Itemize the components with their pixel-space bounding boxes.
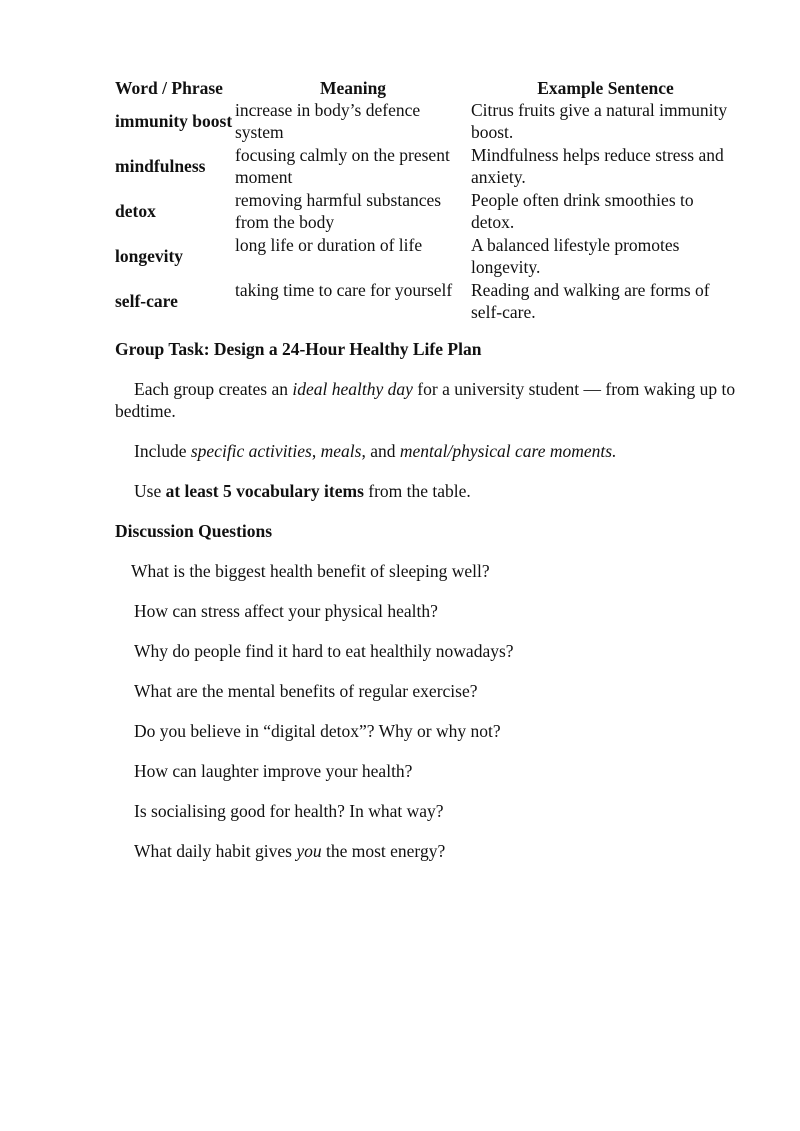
text-run: Each group creates an (134, 379, 293, 399)
bold-text: at least 5 vocabulary items (165, 481, 364, 501)
vocab-meaning: increase in body’s defence system (235, 100, 421, 142)
italic-text: mental/physical care moments. (399, 441, 617, 461)
vocab-example: Mindfulness helps reduce stress and anxiety. (471, 145, 724, 187)
italic-text: specific activities (190, 441, 312, 461)
text-run: , and (361, 441, 400, 461)
table-row (115, 234, 740, 279)
vocab-word: self-care (115, 291, 178, 311)
vocab-example: Reading and walking are forms of self-care. (471, 280, 710, 322)
header-meaning: Meaning (319, 78, 387, 98)
discussion-question: How can stress affect your physical health? (134, 601, 438, 621)
table-header-row (115, 77, 740, 99)
group-task-heading: Group Task: Design a 24-Hour Healthy Life Plan (115, 339, 482, 359)
text-run: the most energy? (321, 841, 446, 861)
vocab-meaning: long life or duration of life (235, 235, 423, 255)
vocab-example: Citrus fruits give a natural immunity boost. (471, 100, 728, 142)
discussion-question: Why do people find it hard to eat healthily nowadays? (134, 641, 514, 661)
discussion-question (115, 840, 755, 862)
vocabulary-table (115, 77, 740, 324)
discussion-question: What is the biggest health benefit of sleeping well? (131, 561, 490, 581)
italic-text: meals (320, 441, 362, 461)
vocab-example: A balanced lifestyle promotes longevity. (471, 235, 680, 277)
text-run: from the table. (363, 481, 471, 501)
table-row (115, 189, 740, 234)
discussion-question: How can laughter improve your health? (134, 761, 413, 781)
vocab-example: People often drink smoothies to detox. (471, 190, 694, 232)
table-row (115, 144, 740, 189)
text-run: Include (134, 441, 191, 461)
table-row (115, 99, 740, 144)
text-run: Use (134, 481, 166, 501)
text-run: , (311, 441, 321, 461)
discussion-question: What are the mental benefits of regular exercise? (134, 681, 478, 701)
document-page (115, 77, 755, 862)
text-run: for a university student — from waking up to bedtime. (115, 379, 736, 421)
table-row (115, 279, 740, 324)
vocab-word: detox (115, 201, 156, 221)
vocab-meaning: focusing calmly on the present moment (235, 145, 450, 187)
vocab-meaning: taking time to care for yourself (235, 280, 453, 300)
vocab-word: immunity boost (115, 111, 233, 131)
group-task-paragraph-2 (115, 440, 755, 462)
discussion-questions-heading: Discussion Questions (115, 521, 273, 541)
vocab-word: mindfulness (115, 156, 206, 176)
vocab-meaning: removing harmful substances from the body (235, 190, 442, 232)
header-word-phrase: Word / Phrase (115, 78, 223, 98)
discussion-question: Is socialising good for health? In what way? (134, 801, 444, 821)
header-example-sentence: Example Sentence (537, 78, 674, 98)
group-task-paragraph-1 (115, 378, 755, 422)
italic-text: you (296, 841, 322, 861)
vocab-word: longevity (115, 246, 184, 266)
italic-text: ideal healthy day (292, 379, 413, 399)
discussion-question-list (115, 560, 755, 862)
text-run: What daily habit gives (134, 841, 297, 861)
group-task-paragraph-3 (115, 480, 755, 502)
discussion-question: Do you believe in “digital detox”? Why or why not? (134, 721, 501, 741)
